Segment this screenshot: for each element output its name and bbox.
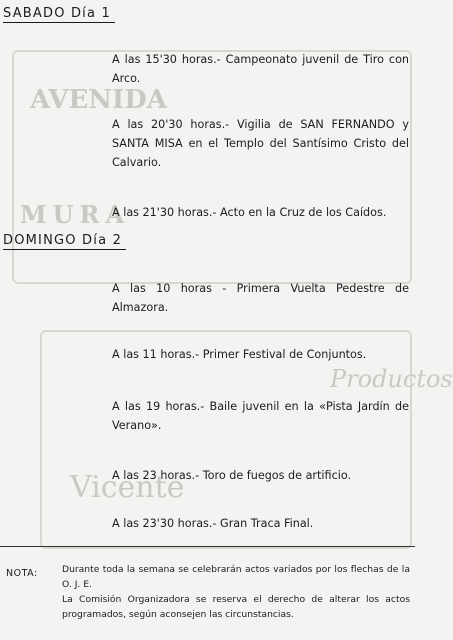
event-sunday-5: A las 23'30 horas.- Gran Traca Final.: [112, 517, 314, 530]
note-text: [62, 562, 410, 622]
divider: [0, 546, 415, 547]
bleed-through-text: MURA: [20, 200, 131, 229]
bleed-through-text: AVENIDA: [30, 85, 167, 115]
event-sunday-1: A las 10 horas - Primera Vuelta Pedestre de Almazora.: [112, 282, 409, 314]
event-saturday-3: A las 21'30 horas.- Acto en la Cruz de los Caídos.: [112, 206, 387, 219]
event-sunday-2: A las 11 horas.- Primer Festival de Conjuntos.: [112, 348, 367, 361]
note-paragraph: La Comisión Organizadora se reserva el derecho de alterar los actos programados, según aconsejen las circunstancias.: [62, 594, 410, 620]
day-heading-saturday: SABADO Día 1: [3, 6, 115, 23]
bleed-through-text: Productos: [330, 365, 453, 393]
event-saturday-1: A las 15'30 horas.- Campeonato juvenil de Tiro con Arco.: [112, 53, 409, 85]
note-paragraph: Durante toda la semana se celebrarán actos variados por los flechas de la O. J. E.: [62, 564, 410, 590]
event-saturday-2: A las 20'30 horas.- Vigilia de SAN FERNANDO y SANTA MISA en el Templo del Santísimo Cristo del Calvario.: [112, 118, 409, 169]
event-sunday-3: A las 19 horas.- Baile juvenil en la «Pista Jardín de Verano».: [112, 400, 409, 432]
note-label: NOTA:: [6, 568, 38, 579]
event-sunday-4: A las 23 horas.- Toro de fuegos de artificio.: [112, 469, 352, 482]
bleed-through-text: Vicente: [70, 470, 185, 505]
day-heading-sunday: DOMINGO Día 2: [3, 233, 126, 250]
